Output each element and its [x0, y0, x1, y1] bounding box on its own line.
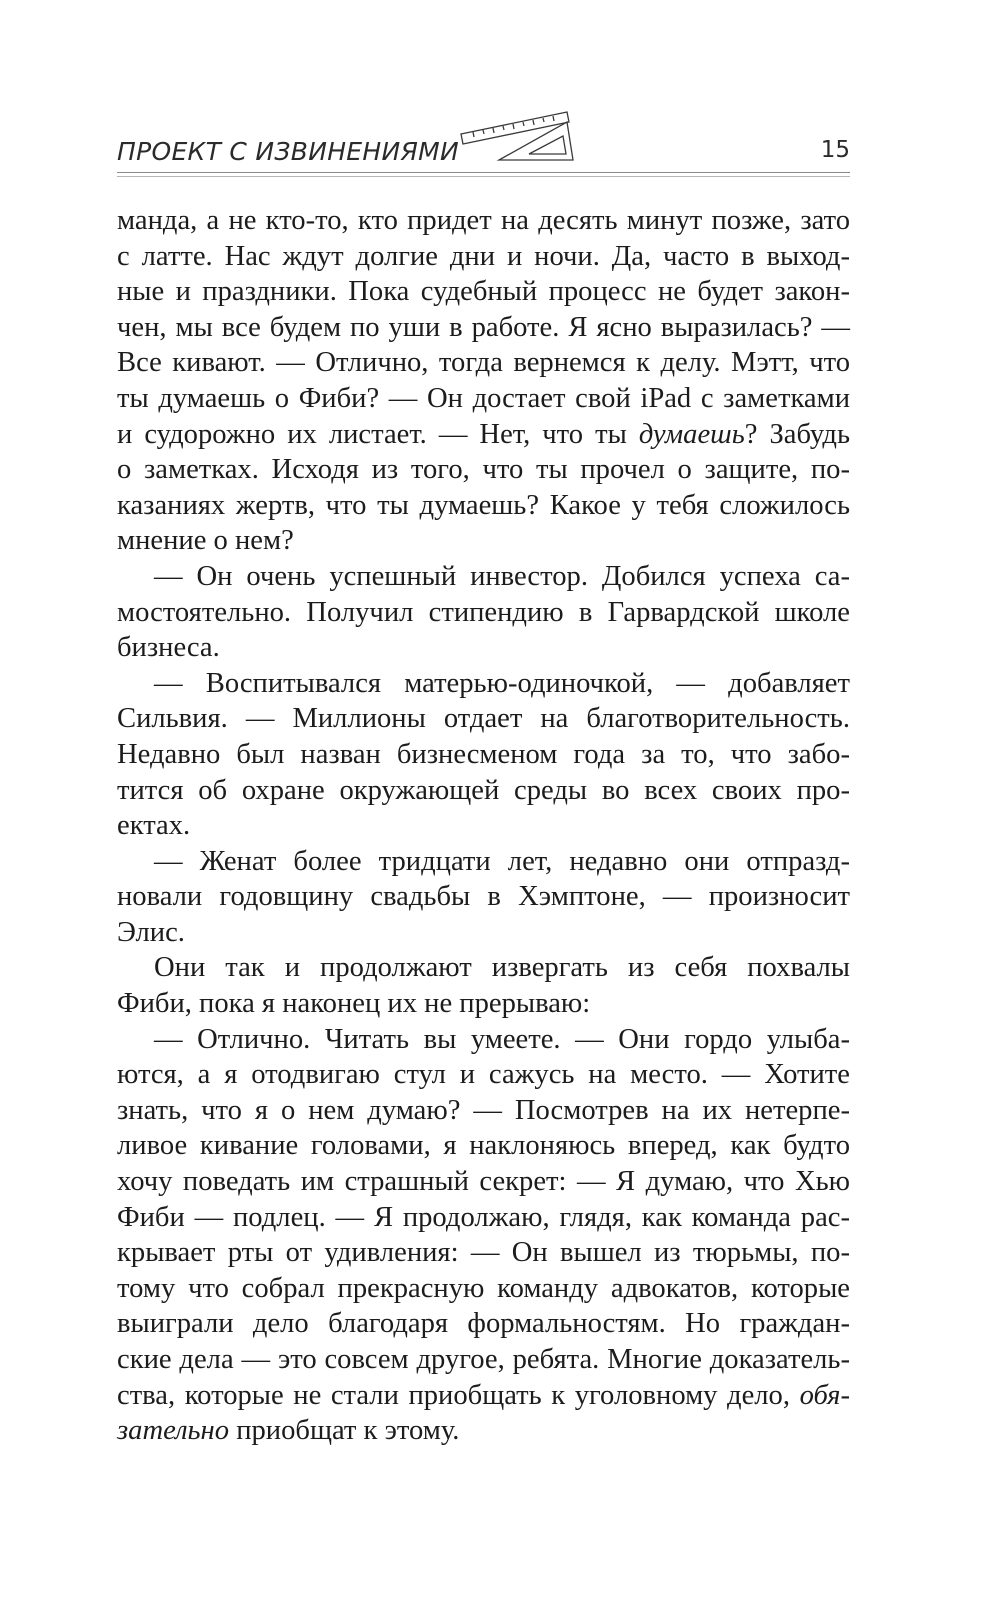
- text-line: мостоятельно. Получил стипендию в Гарвардской школе: [117, 596, 850, 628]
- text-line: новали годовщину свадьбы в Хэмптоне, — произносит: [117, 881, 850, 913]
- text-line: мнение о нем?: [117, 525, 294, 557]
- text-line: Недавно был назван бизнесменом года за то, что забо-: [117, 738, 850, 770]
- text-line: ектах.: [117, 810, 191, 842]
- text-line: бизнеса.: [117, 632, 220, 664]
- italic-emphasis: думаешь: [638, 418, 745, 450]
- text-line: — Женат более тридцати лет, недавно они отпразд-: [154, 845, 850, 877]
- header-rule: [117, 172, 850, 173]
- text-line: ские дела — это совсем другое, ребята. Многие доказатель-: [117, 1344, 850, 1375]
- text-line: с латте. Нас ждут долгие дни и ночи. Да, часто в выход-: [117, 240, 850, 272]
- italic-emphasis: обя-: [799, 1379, 850, 1411]
- text-line: тому что собрал прекрасную команду адвокатов, которые: [117, 1272, 850, 1304]
- text-line: Элис.: [117, 916, 185, 948]
- text-line: Фиби — подлец. — Я продолжаю, глядя, как команда рас-: [117, 1201, 850, 1233]
- text-line: ты думаешь о Фиби? — Он достает свой iPad с заметками: [117, 382, 850, 414]
- text-line: — Отлично. Читать вы умеете. — Они гордо улыба-: [154, 1023, 850, 1055]
- text-line: о заметках. Исходя из того, что ты прочел о защите, по-: [117, 454, 850, 486]
- text-line: — Он очень успешный инвестор. Добился успеха са-: [154, 560, 850, 592]
- text-line: знать, что я о нем думаю? — Посмотрев на их нетерпе-: [117, 1094, 850, 1126]
- text-line: ные и праздники. Пока судебный процесс не будет закон-: [117, 276, 850, 308]
- body-text: [117, 203, 850, 1449]
- running-title: ПРОЕКТ С ИЗВИНЕНИЯМИ: [117, 137, 460, 166]
- text-line: тится об охране окружающей среды во всех своих про-: [117, 774, 850, 806]
- text-line: Фиби, пока я наконец их не прерываю:: [117, 988, 591, 1020]
- running-head: [117, 136, 850, 170]
- text-line: Сильвия. — Миллионы отдает на благотворительность.: [117, 703, 850, 735]
- text-fragment: ства, которые не стали приобщать к уголовному дело,: [117, 1379, 791, 1411]
- text-fragment: и судорожно их листает. — Нет, что ты: [117, 418, 627, 450]
- text-line: чен, мы все будем по уши в работе. Я ясно выразилась? —: [117, 311, 850, 343]
- text-line: [117, 1378, 850, 1414]
- text-line: крывает рты от удивления: — Он вышел из тюрьмы, по-: [117, 1237, 850, 1269]
- text-line: [117, 1413, 850, 1449]
- text-fragment: ? Забудь: [744, 418, 850, 450]
- text-line: — Воспитывался матерью-одиночкой, — добавляет: [154, 667, 850, 699]
- page-number: 15: [820, 137, 850, 163]
- text-line: хочу поведать им страшный секрет: — Я думаю, что Хью: [117, 1166, 850, 1198]
- text-line: ются, а я отодвигаю стул и сажусь на место. — Хотите: [117, 1059, 850, 1091]
- text-line: Все кивают. — Отлично, тогда вернемся к делу. Мэтт, что: [117, 347, 850, 379]
- ruler-triangle-icon: [455, 106, 575, 168]
- text-line: манда, а не кто-то, кто придет на десять минут позже, зато: [117, 205, 850, 236]
- text-line: ливое кивание головами, я наклоняюсь вперед, как будто: [117, 1130, 850, 1162]
- italic-emphasis: зательно: [117, 1415, 230, 1447]
- text-line: казаниях жертв, что ты думаешь? Какое у тебя сложилось: [117, 489, 850, 521]
- text-line: Они так и продолжают извергать из себя похвалы: [154, 952, 850, 984]
- text-line: выиграли дело благодаря формальностям. Но граждан-: [117, 1308, 850, 1340]
- header-rule-secondary: [117, 176, 850, 177]
- text-fragment: приобщат к этому.: [236, 1415, 460, 1447]
- text-line: [117, 417, 850, 453]
